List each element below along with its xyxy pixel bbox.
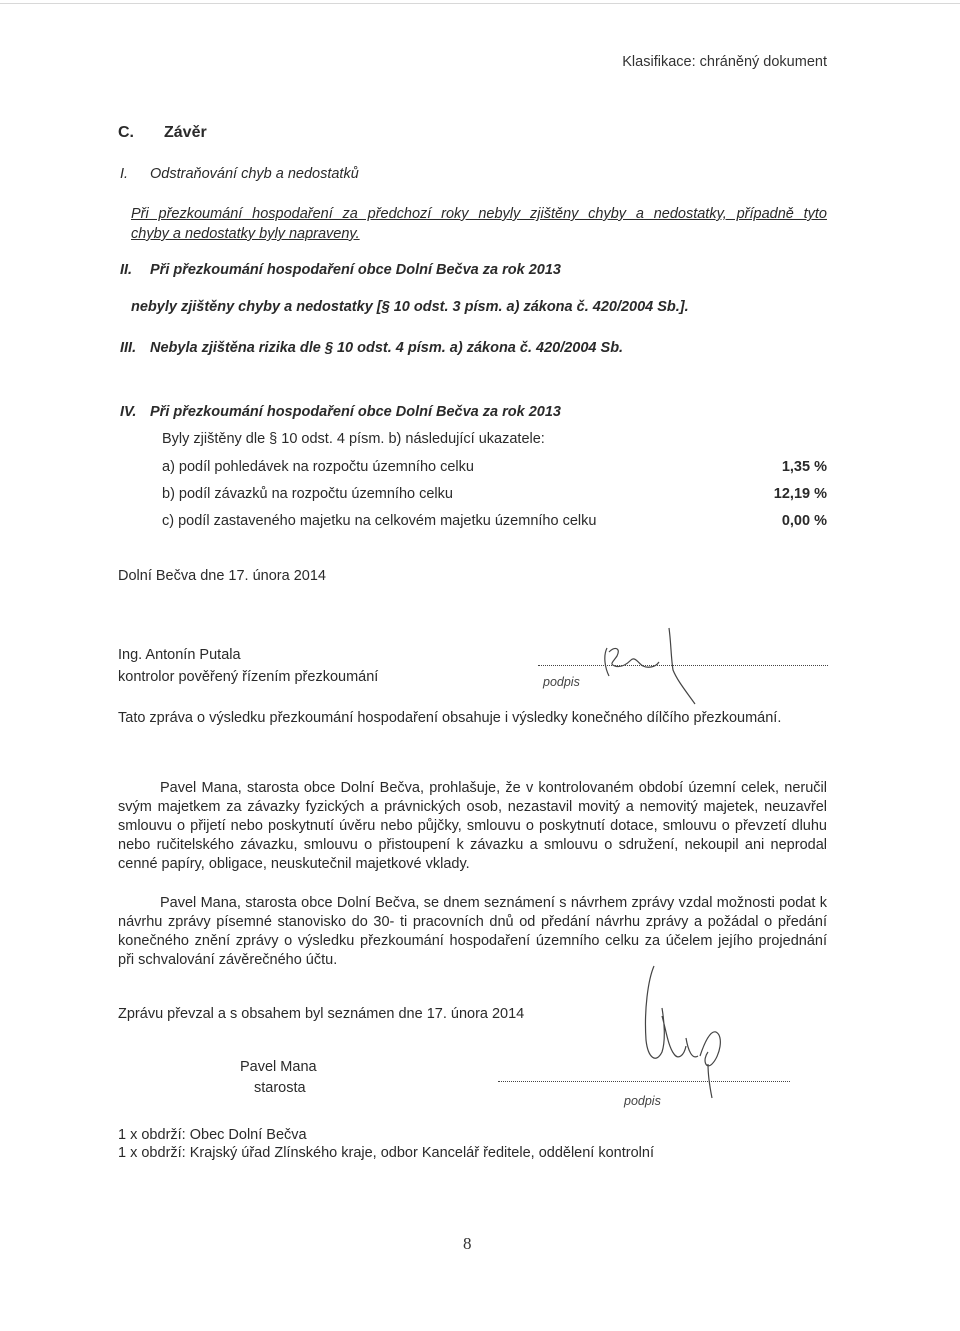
section-1-number: I. (120, 166, 129, 182)
recipient-line-1: 1 x obdrží: Obec Dolní Bečva (118, 1127, 307, 1143)
section-4-title: Při přezkoumání hospodaření obce Dolní Bečva za rok 2013 (150, 404, 561, 420)
conclusion-heading (118, 124, 207, 142)
controller-signature-label: podpis (543, 675, 580, 689)
mayor-name: Pavel Mana (240, 1059, 317, 1075)
mayor-signature-label: podpis (624, 1094, 661, 1108)
indicator-value: 12,19 % (773, 486, 827, 502)
section-2-number: II. (120, 262, 133, 278)
mayor-role: starosta (254, 1080, 306, 1096)
section-2-heading (120, 262, 561, 278)
report-note: Tato zpráva o výsledku přezkoumání hospodaření obsahuje i výsledky konečného dílčího přezkoumání. (118, 710, 782, 726)
declaration-paragraph-1: Pavel Mana, starosta obce Dolní Bečva, prohlašuje, že v kontrolovaném období územní celek, neručil svým majetkem za závazky fyzických a právnických osob, nezastavil movitý a nemovitý majetek, neuzavřel smlouvu o přijetí nebo poskytnutí úvěru nebo půjčky, smlouvu o poskytnutí dotace, smlouvu o převzetí dluhu nebo ručitelského závazku, smlouvu o přistoupení k závazku a smlouvu o sdružení, nekoupil ani neprodal cenné papíry, obligace, neuskutečnil majetkové vklady. (118, 780, 827, 872)
section-1-text-line-1: Při přezkoumání hospodaření za předchozí roky nebyly zjištěny chyby a nedostatky, případně tyto (131, 206, 827, 222)
receipt-text: Zprávu převzal a s obsahem byl seznámen dne 17. února 2014 (118, 1006, 525, 1022)
mayor-signature (632, 960, 742, 1100)
section-2-title: Při přezkoumání hospodaření obce Dolní Bečva za rok 2013 (150, 262, 561, 278)
section-3-heading (120, 340, 623, 356)
section-4-number: IV. (120, 404, 137, 420)
section-3-number: III. (120, 340, 137, 356)
section-1-title: Odstraňování chyb a nedostatků (150, 166, 359, 182)
indicator-row (162, 486, 827, 502)
indicator-label: b) podíl závazků na rozpočtu územního celku (162, 486, 453, 502)
indicator-row (162, 459, 827, 475)
section-3-title: Nebyla zjištěna rizika dle § 10 odst. 4 písm. a) zákona č. 420/2004 Sb. (150, 340, 624, 356)
place-date: Dolní Bečva dne 17. února 2014 (118, 568, 326, 584)
classification-label: Klasifikace: chráněný dokument (622, 54, 827, 70)
controller-signature (585, 618, 735, 708)
controller-name: Ing. Antonín Putala (118, 647, 241, 663)
section-4-intro: Byly zjištěny dle § 10 odst. 4 písm. b) následující ukazatele: (162, 431, 545, 447)
indicator-label: a) podíl pohledávek na rozpočtu územního celku (162, 459, 474, 475)
recipient-line-2: 1 x obdrží: Krajský úřad Zlínského kraje, odbor Kancelář ředitele, oddělení kontrolní (118, 1145, 654, 1161)
indicator-value: 1,35 % (781, 459, 827, 475)
declaration-paragraph-2: Pavel Mana, starosta obce Dolní Bečva, se dnem seznámení s návrhem zprávy vzdal možnosti podat k návrhu zprávy písemné stanovisko do 30- ti pracovních dnů od předání návrhu zprávy a požádal o předání konečného znění zprávy o výsledku přezkoumání hospodaření územního celku za účelem jejího projednání při schvalování závěrečného účtu. (118, 895, 827, 968)
indicator-value: 0,00 % (781, 513, 827, 529)
section-1-heading (120, 166, 359, 182)
controller-role: kontrolor pověřený řízením přezkoumání (118, 669, 379, 685)
conclusion-title: Závěr (164, 124, 207, 141)
section-1-text-line-2: chyby a nedostatky byly napraveny. (131, 226, 360, 242)
section-4-heading (120, 404, 561, 420)
section-2-result: nebyly zjištěny chyby a nedostatky [§ 10 odst. 3 písm. a) zákona č. 420/2004 Sb.]. (131, 299, 689, 315)
indicator-row (162, 513, 827, 529)
conclusion-letter: C. (118, 124, 134, 141)
page-number: 8 (463, 1234, 472, 1253)
indicator-label: c) podíl zastaveného majetku na celkovém majetku územního celku (162, 513, 597, 529)
scan-edge-line (0, 3, 960, 4)
